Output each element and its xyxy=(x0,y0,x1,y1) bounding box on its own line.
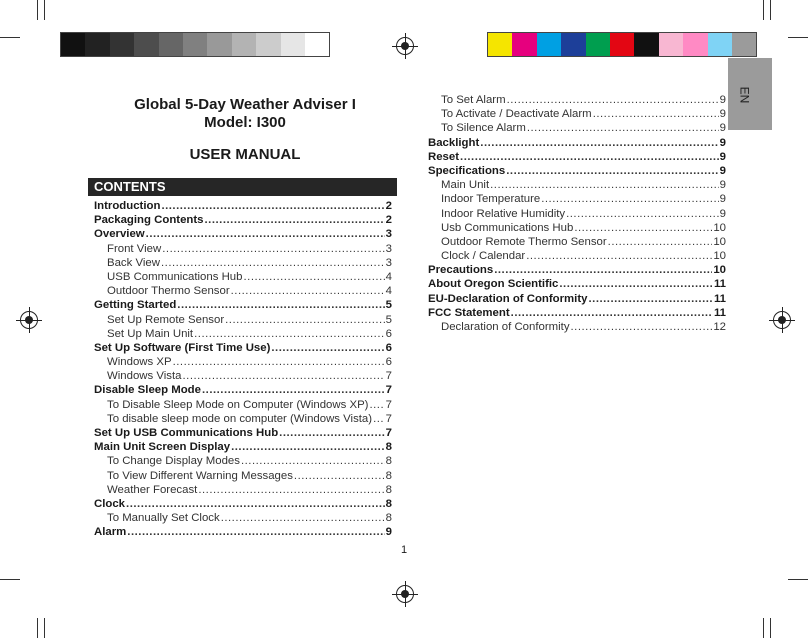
toc-entry-page: 9 xyxy=(719,179,726,192)
model-title: Model: I300 xyxy=(204,114,286,131)
crop-mark xyxy=(37,618,38,638)
toc-leader-dots xyxy=(271,341,384,355)
toc-leader-dots xyxy=(574,221,712,235)
color-swatch xyxy=(561,33,585,56)
color-swatch xyxy=(183,33,207,56)
toc-leader-dots xyxy=(527,121,719,135)
crop-mark xyxy=(37,0,38,20)
toc-entry-label: Indoor Relative Humidity xyxy=(441,207,566,220)
toc-entry-page: 9 xyxy=(719,207,726,220)
color-swatch xyxy=(61,33,85,56)
toc-entry-label: Precautions xyxy=(428,264,494,277)
toc-entry-page: 2 xyxy=(385,214,392,227)
registration-mark-icon xyxy=(396,585,414,603)
toc-entry-page: 7 xyxy=(385,427,392,439)
registration-mark-icon xyxy=(20,311,38,329)
toc-entry-label: Reset xyxy=(428,150,460,163)
toc-leader-dots xyxy=(126,497,385,511)
toc-entry[interactable] xyxy=(94,412,392,426)
toc-entry-page: 8 xyxy=(385,483,392,496)
toc-entry-page: 8 xyxy=(385,497,392,510)
process-color-bar xyxy=(487,32,757,57)
toc-entry[interactable] xyxy=(94,242,392,256)
toc-entry-label: Outdoor Thermo Sensor xyxy=(107,285,230,298)
toc-entry-label: Disable Sleep Mode xyxy=(94,384,201,397)
toc-leader-dots xyxy=(588,292,712,306)
color-swatch xyxy=(85,33,109,56)
toc-entry-page: 7 xyxy=(385,398,392,411)
toc-leader-dots xyxy=(566,207,719,221)
toc-leader-dots xyxy=(490,178,719,192)
toc-entry-label: Declaration of Conformity xyxy=(441,321,570,333)
crop-mark xyxy=(788,37,808,38)
toc-entry[interactable] xyxy=(94,256,392,270)
crop-mark xyxy=(763,0,764,20)
toc-entry-page: 9 xyxy=(719,150,726,163)
color-swatch xyxy=(110,33,134,56)
toc-entry[interactable] xyxy=(428,93,726,107)
toc-entry-page: 5 xyxy=(385,299,392,312)
toc-leader-dots xyxy=(161,199,384,213)
toc-entry[interactable] xyxy=(94,213,392,227)
toc-entry-label: To Set Alarm xyxy=(441,94,506,106)
toc-leader-dots xyxy=(202,383,385,397)
toc-entry-label: Usb Communications Hub xyxy=(441,221,574,234)
toc-entry-label: Weather Forecast xyxy=(107,483,198,496)
toc-entry-label: FCC Statement xyxy=(428,306,510,319)
toc-entry-page: 8 xyxy=(385,441,392,454)
toc-leader-dots xyxy=(231,284,385,298)
color-swatch xyxy=(659,33,683,56)
toc-entry-label: Overview xyxy=(94,228,145,241)
color-swatch xyxy=(256,33,280,56)
toc-entry-page: 7 xyxy=(385,370,392,383)
toc-leader-dots xyxy=(511,306,713,320)
toc-entry[interactable] xyxy=(428,192,726,206)
toc-leader-dots xyxy=(608,235,713,249)
toc-entry-label: To disable sleep mode on computer (Windows Vista) xyxy=(107,412,373,425)
toc-entry[interactable] xyxy=(428,121,726,135)
color-swatch xyxy=(732,33,756,56)
toc-entry-label: Set Up Remote Sensor xyxy=(107,313,225,326)
toc-entry[interactable] xyxy=(94,383,392,397)
registration-mark-icon xyxy=(773,311,791,329)
toc-entry-label: Clock xyxy=(94,497,126,510)
color-swatch xyxy=(683,33,707,56)
toc-leader-dots xyxy=(480,136,718,150)
page-number: 1 xyxy=(401,544,408,556)
toc-entry[interactable] xyxy=(428,235,726,249)
toc-entry-label: Alarm xyxy=(94,526,127,539)
toc-entry[interactable] xyxy=(94,298,392,312)
toc-entry[interactable] xyxy=(94,426,392,440)
toc-leader-dots xyxy=(127,525,384,539)
color-swatch xyxy=(586,33,610,56)
toc-leader-dots xyxy=(243,270,384,284)
toc-leader-dots xyxy=(241,454,385,468)
toc-leader-dots xyxy=(593,107,719,121)
toc-entry-page: 9 xyxy=(719,122,726,135)
registration-mark-icon xyxy=(396,37,414,55)
crop-mark xyxy=(763,618,764,638)
toc-leader-dots xyxy=(294,469,385,483)
toc-leader-dots xyxy=(162,242,384,256)
toc-entry-page: 6 xyxy=(385,341,392,354)
toc-right-column xyxy=(428,93,726,334)
toc-entry-page: 10 xyxy=(713,264,726,277)
color-swatch xyxy=(512,33,536,56)
grayscale-color-bar xyxy=(60,32,330,57)
toc-entry[interactable] xyxy=(94,440,392,454)
color-swatch xyxy=(207,33,231,56)
toc-entry-label: Introduction xyxy=(94,200,161,212)
toc-entry-label: Indoor Temperature xyxy=(441,193,541,206)
toc-entry[interactable] xyxy=(428,320,726,334)
color-swatch xyxy=(610,33,634,56)
crop-mark xyxy=(0,37,20,38)
toc-entry-label: Packaging Contents xyxy=(94,214,204,227)
toc-entry-page: 3 xyxy=(385,256,392,269)
toc-leader-dots xyxy=(205,213,385,227)
crop-mark xyxy=(770,618,771,638)
toc-entry[interactable] xyxy=(428,150,726,164)
color-swatch xyxy=(159,33,183,56)
toc-leader-dots xyxy=(369,398,384,412)
crop-mark xyxy=(770,0,771,20)
color-swatch xyxy=(708,33,732,56)
toc-entry-label: Backlight xyxy=(428,136,480,149)
color-swatch xyxy=(488,33,512,56)
toc-entry-page: 7 xyxy=(385,412,392,425)
toc-entry-label: Specifications xyxy=(428,164,506,177)
toc-entry-page: 4 xyxy=(385,270,392,283)
crop-mark xyxy=(788,579,808,580)
toc-leader-dots xyxy=(494,263,712,277)
color-swatch xyxy=(134,33,158,56)
toc-leader-dots xyxy=(146,227,385,241)
toc-entry-label: Windows XP xyxy=(107,356,172,369)
toc-leader-dots xyxy=(221,511,385,525)
toc-leader-dots xyxy=(225,313,385,327)
toc-entry[interactable] xyxy=(428,249,726,263)
toc-leader-dots xyxy=(559,277,713,291)
toc-entry-label: To Silence Alarm xyxy=(441,122,526,135)
toc-leader-dots xyxy=(541,192,718,206)
toc-entry-page: 9 xyxy=(719,193,726,206)
toc-entry[interactable] xyxy=(94,327,392,341)
toc-entry-page: 10 xyxy=(713,235,726,248)
toc-entry-page: 8 xyxy=(385,469,392,482)
contents-heading: CONTENTS xyxy=(88,178,397,196)
language-label: EN xyxy=(737,86,752,104)
toc-entry[interactable] xyxy=(94,525,392,539)
toc-leader-dots xyxy=(526,249,712,263)
toc-entry[interactable] xyxy=(94,313,392,327)
toc-entry[interactable] xyxy=(428,263,726,277)
toc-leader-dots xyxy=(161,256,385,270)
color-swatch xyxy=(232,33,256,56)
toc-entry-page: 6 xyxy=(385,327,392,340)
toc-entry-page: 9 xyxy=(719,108,726,121)
toc-entry[interactable] xyxy=(94,469,392,483)
toc-entry[interactable] xyxy=(428,277,726,291)
toc-entry-page: 10 xyxy=(713,221,726,234)
toc-entry-label: About Oregon Scientific xyxy=(428,278,559,291)
toc-entry-page: 10 xyxy=(713,250,726,263)
toc-leader-dots xyxy=(173,355,385,369)
toc-entry-label: EU-Declaration of Conformity xyxy=(428,292,588,305)
toc-entry-page: 3 xyxy=(385,242,392,255)
toc-entry[interactable] xyxy=(428,136,726,150)
toc-entry-label: To Disable Sleep Mode on Computer (Windows XP) xyxy=(107,398,369,411)
toc-entry-label: Outdoor Remote Thermo Sensor xyxy=(441,235,607,248)
toc-leader-dots xyxy=(373,412,385,426)
toc-entry-page: 9 xyxy=(719,94,726,106)
toc-entry-page: 5 xyxy=(385,313,392,326)
toc-entry-label: To Manually Set Clock xyxy=(107,512,220,525)
toc-entry-page: 7 xyxy=(385,384,392,397)
language-tab xyxy=(728,58,772,130)
toc-leader-dots xyxy=(194,327,385,341)
toc-entry-label: To View Different Warning Messages xyxy=(107,469,293,482)
toc-entry-label: Set Up Main Unit xyxy=(107,327,194,340)
toc-leader-dots xyxy=(177,298,384,312)
toc-entry-page: 8 xyxy=(385,455,392,468)
toc-entry-label: Set Up Software (First Time Use) xyxy=(94,341,271,354)
toc-entry[interactable] xyxy=(428,207,726,221)
toc-entry[interactable] xyxy=(94,454,392,468)
toc-leader-dots xyxy=(506,164,718,178)
toc-entry-page: 9 xyxy=(719,136,726,149)
toc-left-column xyxy=(94,199,392,540)
toc-entry[interactable] xyxy=(428,164,726,178)
toc-entry[interactable] xyxy=(428,306,726,320)
toc-entry[interactable] xyxy=(428,107,726,121)
toc-entry[interactable] xyxy=(94,227,392,241)
product-title: Global 5-Day Weather Adviser I xyxy=(134,96,356,113)
toc-entry-label: Front View xyxy=(107,242,162,255)
toc-leader-dots xyxy=(571,320,713,334)
toc-leader-dots xyxy=(279,426,384,440)
toc-entry-page: 11 xyxy=(713,306,726,319)
toc-entry-page: 11 xyxy=(713,278,726,291)
toc-entry-label: Back View xyxy=(107,256,160,269)
toc-entry-label: To Activate / Deactivate Alarm xyxy=(441,108,592,121)
toc-entry-label: Getting Started xyxy=(94,299,177,312)
toc-entry-page: 2 xyxy=(385,200,392,212)
color-swatch xyxy=(634,33,658,56)
toc-leader-dots xyxy=(507,93,719,107)
toc-entry[interactable] xyxy=(94,511,392,525)
toc-entry[interactable] xyxy=(94,341,392,355)
toc-entry-page: 9 xyxy=(719,164,726,177)
toc-entry[interactable] xyxy=(94,355,392,369)
crop-mark xyxy=(0,579,20,580)
toc-entry-page: 3 xyxy=(385,228,392,241)
color-swatch xyxy=(537,33,561,56)
toc-entry-page: 8 xyxy=(385,512,392,525)
toc-entry-page: 4 xyxy=(385,285,392,298)
toc-leader-dots xyxy=(231,440,385,454)
toc-entry[interactable] xyxy=(94,483,392,497)
toc-entry[interactable] xyxy=(94,369,392,383)
toc-entry-label: USB Communications Hub xyxy=(107,270,243,283)
color-swatch xyxy=(281,33,305,56)
toc-entry-page: 11 xyxy=(713,292,726,305)
toc-leader-dots xyxy=(198,483,384,497)
toc-entry-label: Main Unit xyxy=(441,179,490,192)
toc-leader-dots xyxy=(183,369,385,383)
toc-entry[interactable] xyxy=(428,221,726,235)
toc-entry-page: 12 xyxy=(713,321,726,333)
toc-entry[interactable] xyxy=(94,497,392,511)
toc-entry-label: Windows Vista xyxy=(107,370,182,383)
toc-entry[interactable] xyxy=(428,178,726,192)
toc-entry-page: 9 xyxy=(385,526,392,539)
toc-leader-dots xyxy=(460,150,719,164)
manual-title: USER MANUAL xyxy=(189,146,301,163)
toc-entry-page: 6 xyxy=(385,356,392,369)
toc-entry[interactable] xyxy=(94,284,392,298)
crop-mark xyxy=(44,618,45,638)
toc-entry-label: To Change Display Modes xyxy=(107,455,240,468)
toc-entry-label: Clock / Calendar xyxy=(441,250,526,263)
toc-entry[interactable] xyxy=(94,398,392,412)
toc-entry[interactable] xyxy=(94,199,392,213)
toc-entry[interactable] xyxy=(428,292,726,306)
toc-entry-label: Set Up USB Communications Hub xyxy=(94,427,279,439)
crop-mark xyxy=(44,0,45,20)
color-swatch xyxy=(305,33,329,56)
toc-entry[interactable] xyxy=(94,270,392,284)
toc-entry-label: Main Unit Screen Display xyxy=(94,441,231,454)
